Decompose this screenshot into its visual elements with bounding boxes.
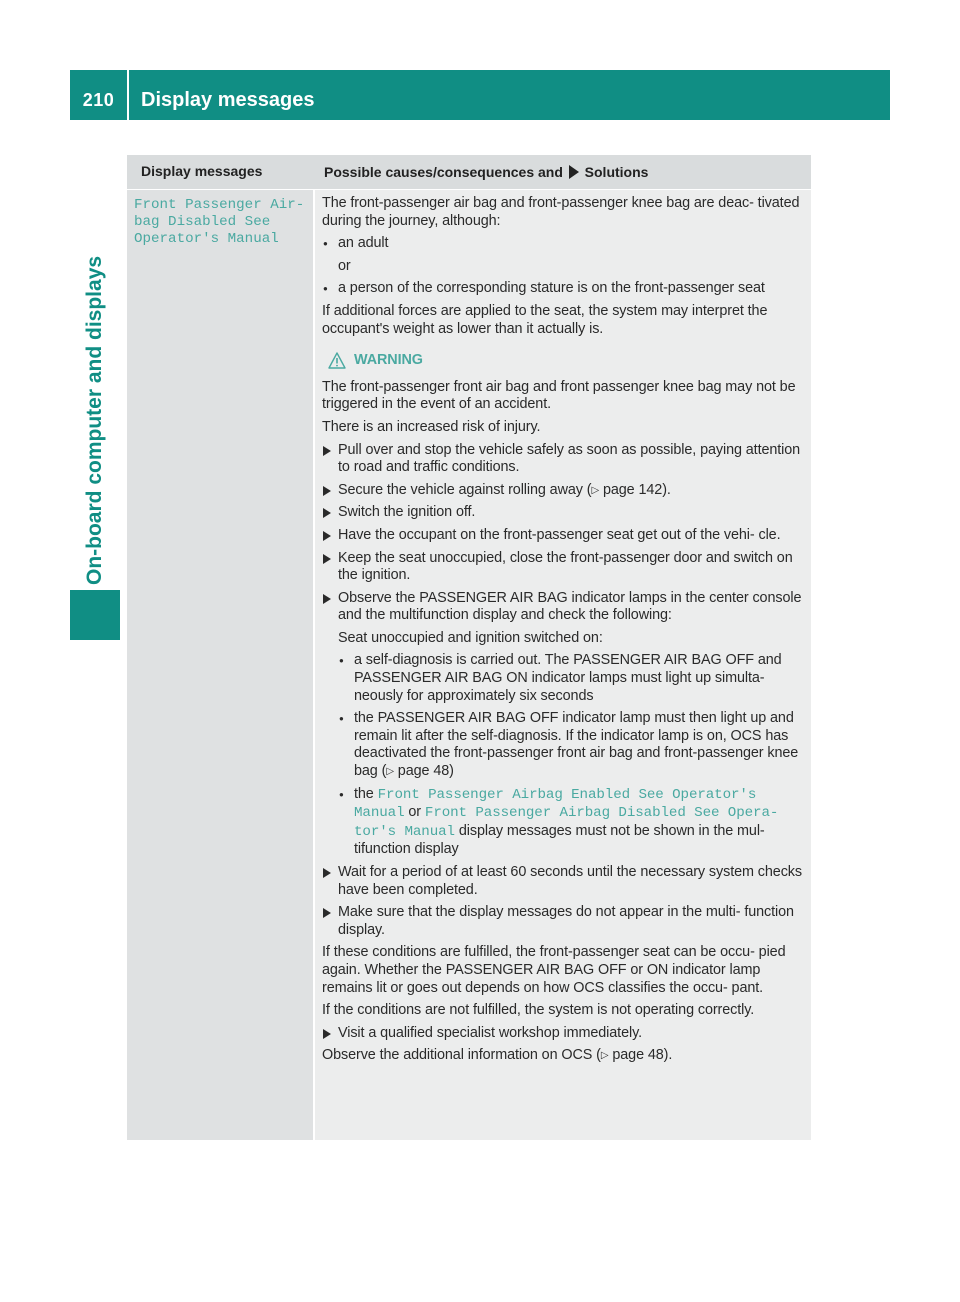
- check-text: the: [354, 785, 374, 802]
- page-ref-link: page 142).: [599, 481, 671, 498]
- step-seat-unoccupied: [322, 550, 809, 585]
- display-message-disabled: Front Passenger Airbag Disabled See Opera‐ tor's Manual: [354, 805, 779, 840]
- action-arrow-icon: [323, 908, 331, 918]
- step-text: Visit a qualified specialist workshop immediately.: [338, 1024, 643, 1041]
- page-ref-icon: ▷: [600, 1050, 609, 1062]
- condition-adult: ● an adult: [322, 235, 809, 253]
- page-ref-icon: ▷: [591, 484, 600, 496]
- action-arrow-icon: [323, 594, 331, 604]
- action-arrow-icon: [323, 554, 331, 564]
- side-tab-marker: [70, 590, 120, 640]
- step-text: Secure the vehicle against rolling away (: [338, 481, 592, 498]
- warning-heading: [328, 352, 809, 370]
- step-ignition-off: [322, 504, 809, 522]
- col-header-display-messages: Display messages: [141, 163, 263, 179]
- step-text: Have the occupant on the front-passenger seat get out of the vehi‐ cle.: [338, 526, 781, 543]
- step-text: Wait for a period of at least 60 seconds until the necessary system checks have been completed.: [338, 864, 802, 898]
- header-bar: [70, 70, 890, 120]
- col-header-solutions-text: Solutions: [584, 164, 649, 180]
- step-occupant-out: [322, 527, 809, 545]
- step-text: Observe the PASSENGER AIR BAG indicator lamps in the center console and the multifunction display and check the following:: [338, 589, 802, 624]
- play-arrow-icon: [569, 165, 579, 179]
- col-header-causes-solutions: [324, 164, 648, 180]
- header-divider: [127, 70, 129, 120]
- page-ref-link: page 48).: [608, 1047, 673, 1064]
- conditions-fulfilled-text: If these conditions are fulfilled, the front-passenger seat can be occu‐ pied again. Whether the PASSENGER AIR BAG OFF or ON indicator lamp remains lit or goes out depends on how OCS classifies the occu‐ pant.: [322, 944, 786, 996]
- page-number: 210: [82, 90, 115, 110]
- table-header: [127, 155, 811, 189]
- action-arrow-icon: [323, 446, 331, 456]
- step-text: Keep the seat unoccupied, close the front-passenger door and switch on the ignition.: [338, 549, 793, 584]
- conditions-not-fulfilled-text: If the conditions are not fulfilled, the system is not operating correctly.: [322, 1002, 755, 1019]
- condition-stature: ● a person of the corresponding stature is on the front-passenger seat: [322, 280, 809, 298]
- message-column: [127, 189, 313, 1140]
- messages-table: [127, 155, 811, 1140]
- action-arrow-icon: [323, 486, 331, 496]
- risk-text: There is an increased risk of injury.: [322, 418, 541, 435]
- check-text: or: [408, 804, 421, 821]
- action-arrow-icon: [323, 531, 331, 541]
- warning-triangle-icon: [328, 352, 346, 369]
- display-message-name: Front Passenger Air‐ bag Disabled See Operator's Manual: [134, 197, 305, 247]
- step-visit-workshop: [322, 1025, 809, 1043]
- step-secure-vehicle: [322, 482, 809, 500]
- step-text: Pull over and stop the vehicle safely as soon as possible, paying attention to road and traffic conditions.: [338, 441, 801, 476]
- page-title: Display messages: [141, 89, 315, 111]
- additional-forces-text: If additional forces are applied to the seat, the system may interpret the occupant's weight as lower than it actually is.: [322, 302, 768, 337]
- step-observe-lamps: [322, 590, 809, 625]
- step-text: Switch the ignition off.: [338, 504, 476, 521]
- solution-content: [322, 195, 809, 1070]
- step-check-display: [322, 904, 809, 939]
- observe-ocs-text: [322, 1047, 809, 1065]
- check-self-diagnosis: ● a self-diagnosis is carried out. The PASSENGER AIR BAG OFF and PASSENGER AIR BAG ON indicator lamps must light up simulta‐ neously for approximately six seconds: [322, 652, 809, 705]
- header-separator: [127, 189, 811, 190]
- action-arrow-icon: [323, 1029, 331, 1039]
- or-text: or: [338, 257, 351, 274]
- action-arrow-icon: [323, 508, 331, 518]
- check-intro: Seat unoccupied and ignition switched on:: [338, 629, 603, 646]
- display-message-enabled: Front Passenger Airbag Enabled See Operator's Manual: [354, 786, 757, 822]
- col-header-causes-text: Possible causes/consequences and: [324, 164, 563, 180]
- page-ref-icon: ▷: [386, 766, 394, 778]
- observe-text: Observe the additional information on OCS (: [322, 1047, 601, 1064]
- step-text: Make sure that the display messages do not appear in the multi‐ function display.: [338, 904, 794, 938]
- intro-text: The front-passenger air bag and front-passenger knee bag are deac‐ tivated during the journey, although:: [322, 195, 800, 229]
- warning-label: WARNING: [354, 352, 423, 369]
- action-arrow-icon: [323, 868, 331, 878]
- check-text: the PASSENGER AIR BAG OFF indicator lamp must then light up and remain lit after the self-diagnosis. If the indicator lamp is on, OCS has deactivated the front-passenger front air bag and front-passenger knee bag (: [354, 710, 799, 780]
- page-ref-link: page 48): [393, 763, 454, 780]
- check-display-messages: [322, 786, 809, 859]
- check-off-lamp: [322, 710, 809, 780]
- check-text: display messages must not be shown in the mul‐ tifunction display: [354, 822, 765, 858]
- warning-text: The front-passenger front air bag and front passenger knee bag may not be triggered in the event of an accident.: [322, 378, 796, 413]
- side-tab-label: On-board computer and displays: [83, 255, 106, 585]
- step-wait: [322, 864, 809, 899]
- step-pull-over: [322, 442, 809, 477]
